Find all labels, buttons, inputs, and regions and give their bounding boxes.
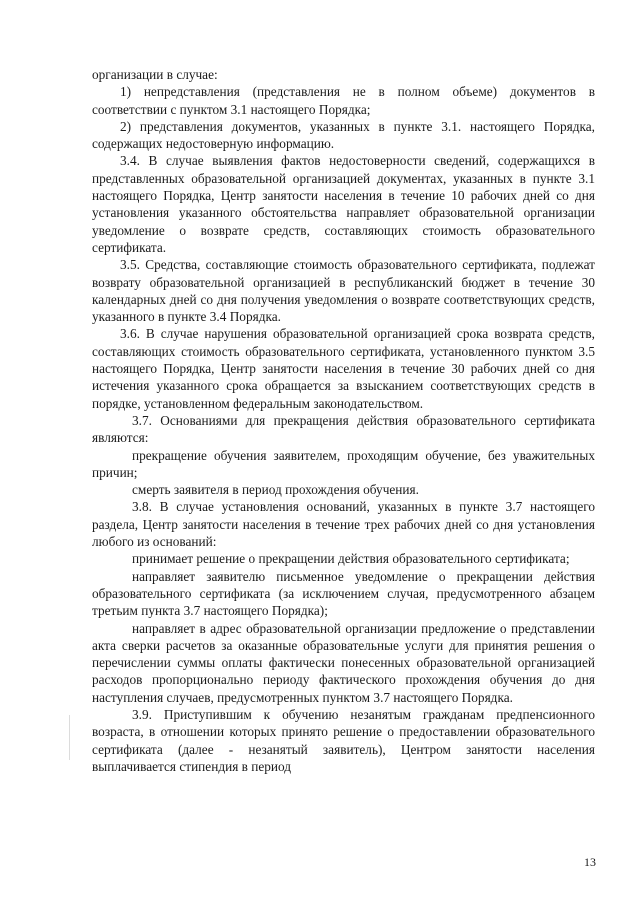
paragraph: прекращение обучения заявителем, проходящим обучение, без уважительных причин;: [92, 447, 595, 480]
paragraph: 3.8. В случае установления оснований, указанных в пункте 3.7 настоящего раздела, Центр занятости населения в течение трех рабочих дней со дня установления любого из оснований:: [92, 499, 595, 550]
paragraph: направляет в адрес образовательной организации предложение о представлении акта сверки расчетов за оказанные образовательные услуги для принятия решения о перечислении суммы оплаты фактически понесенных образовательной организацией расходов пропорционально периоду фактического прохождения обучения до дня наступления случаев, предусмотренных пунктом 3.7 настоящего Порядка.: [92, 620, 595, 705]
page-number: 13: [584, 855, 596, 869]
paragraph: смерть заявителя в период прохождения обучения.: [132, 482, 419, 498]
paragraph: 3.9. Приступившим к обучению незанятым гражданам предпенсионного возраста, в отношении которых принято решение о предоставлении образовательного сертификата (далее - незанятый заявитель), Центром занятости населения выплачивается стипендия в период: [92, 706, 595, 774]
paragraph: принимает решение о прекращении действия образовательного сертификата;: [132, 551, 570, 567]
paragraph: 2) представления документов, указанных в пункте 3.1. настоящего Порядка, содержащих недостоверную информацию.: [92, 118, 595, 152]
paragraph: 3.5. Средства, составляющие стоимость образовательного сертификата, подлежат возврату образовательной организацией в республиканский бюджет в течение 30 календарных дней со дня получения уведомления о возврате соответствующих средств, указанного в пункте 3.4 Порядка.: [92, 257, 595, 325]
paragraph: 1) непредставления (представления не в полном объеме) документов в соответствии с пунктом 3.1 настоящего Порядка;: [92, 84, 595, 117]
scan-margin-mark: [69, 715, 70, 760]
paragraph: 3.4. В случае выявления фактов недостоверности сведений, содержащихся в представленных образовательной организацией документах, указанных в пункте 3.1 настоящего Порядка, Центр занятости населения в течение 10 рабочих дней со дня установления указанного обстоятельства направляет образовательной организации уведомление о возврате средств, составляющих стоимость образовательного сертификата.: [92, 153, 595, 255]
paragraph: организации в случае:: [92, 67, 218, 82]
paragraph: 3.7. Основаниями для прекращения действия образовательного сертификата являются:: [92, 412, 595, 446]
paragraph: направляет заявителю письменное уведомление о прекращении действия образовательного сертификата (за исключением случая, предусмотренного абзацем третьим пункта 3.7 настоящего Порядка);: [92, 568, 595, 619]
paragraph: 3.6. В случае нарушения образовательной организацией срока возврата средств, составляющих стоимость образовательного сертификата, установленного пунктом 3.5 настоящего Порядка, Центр занятости населения в течение 30 рабочих дней со дня истечения указанного срока обращается за взысканием соответствующих средств в порядке, установленном федеральным законодательством.: [92, 326, 595, 411]
document-body: [92, 66, 595, 775]
